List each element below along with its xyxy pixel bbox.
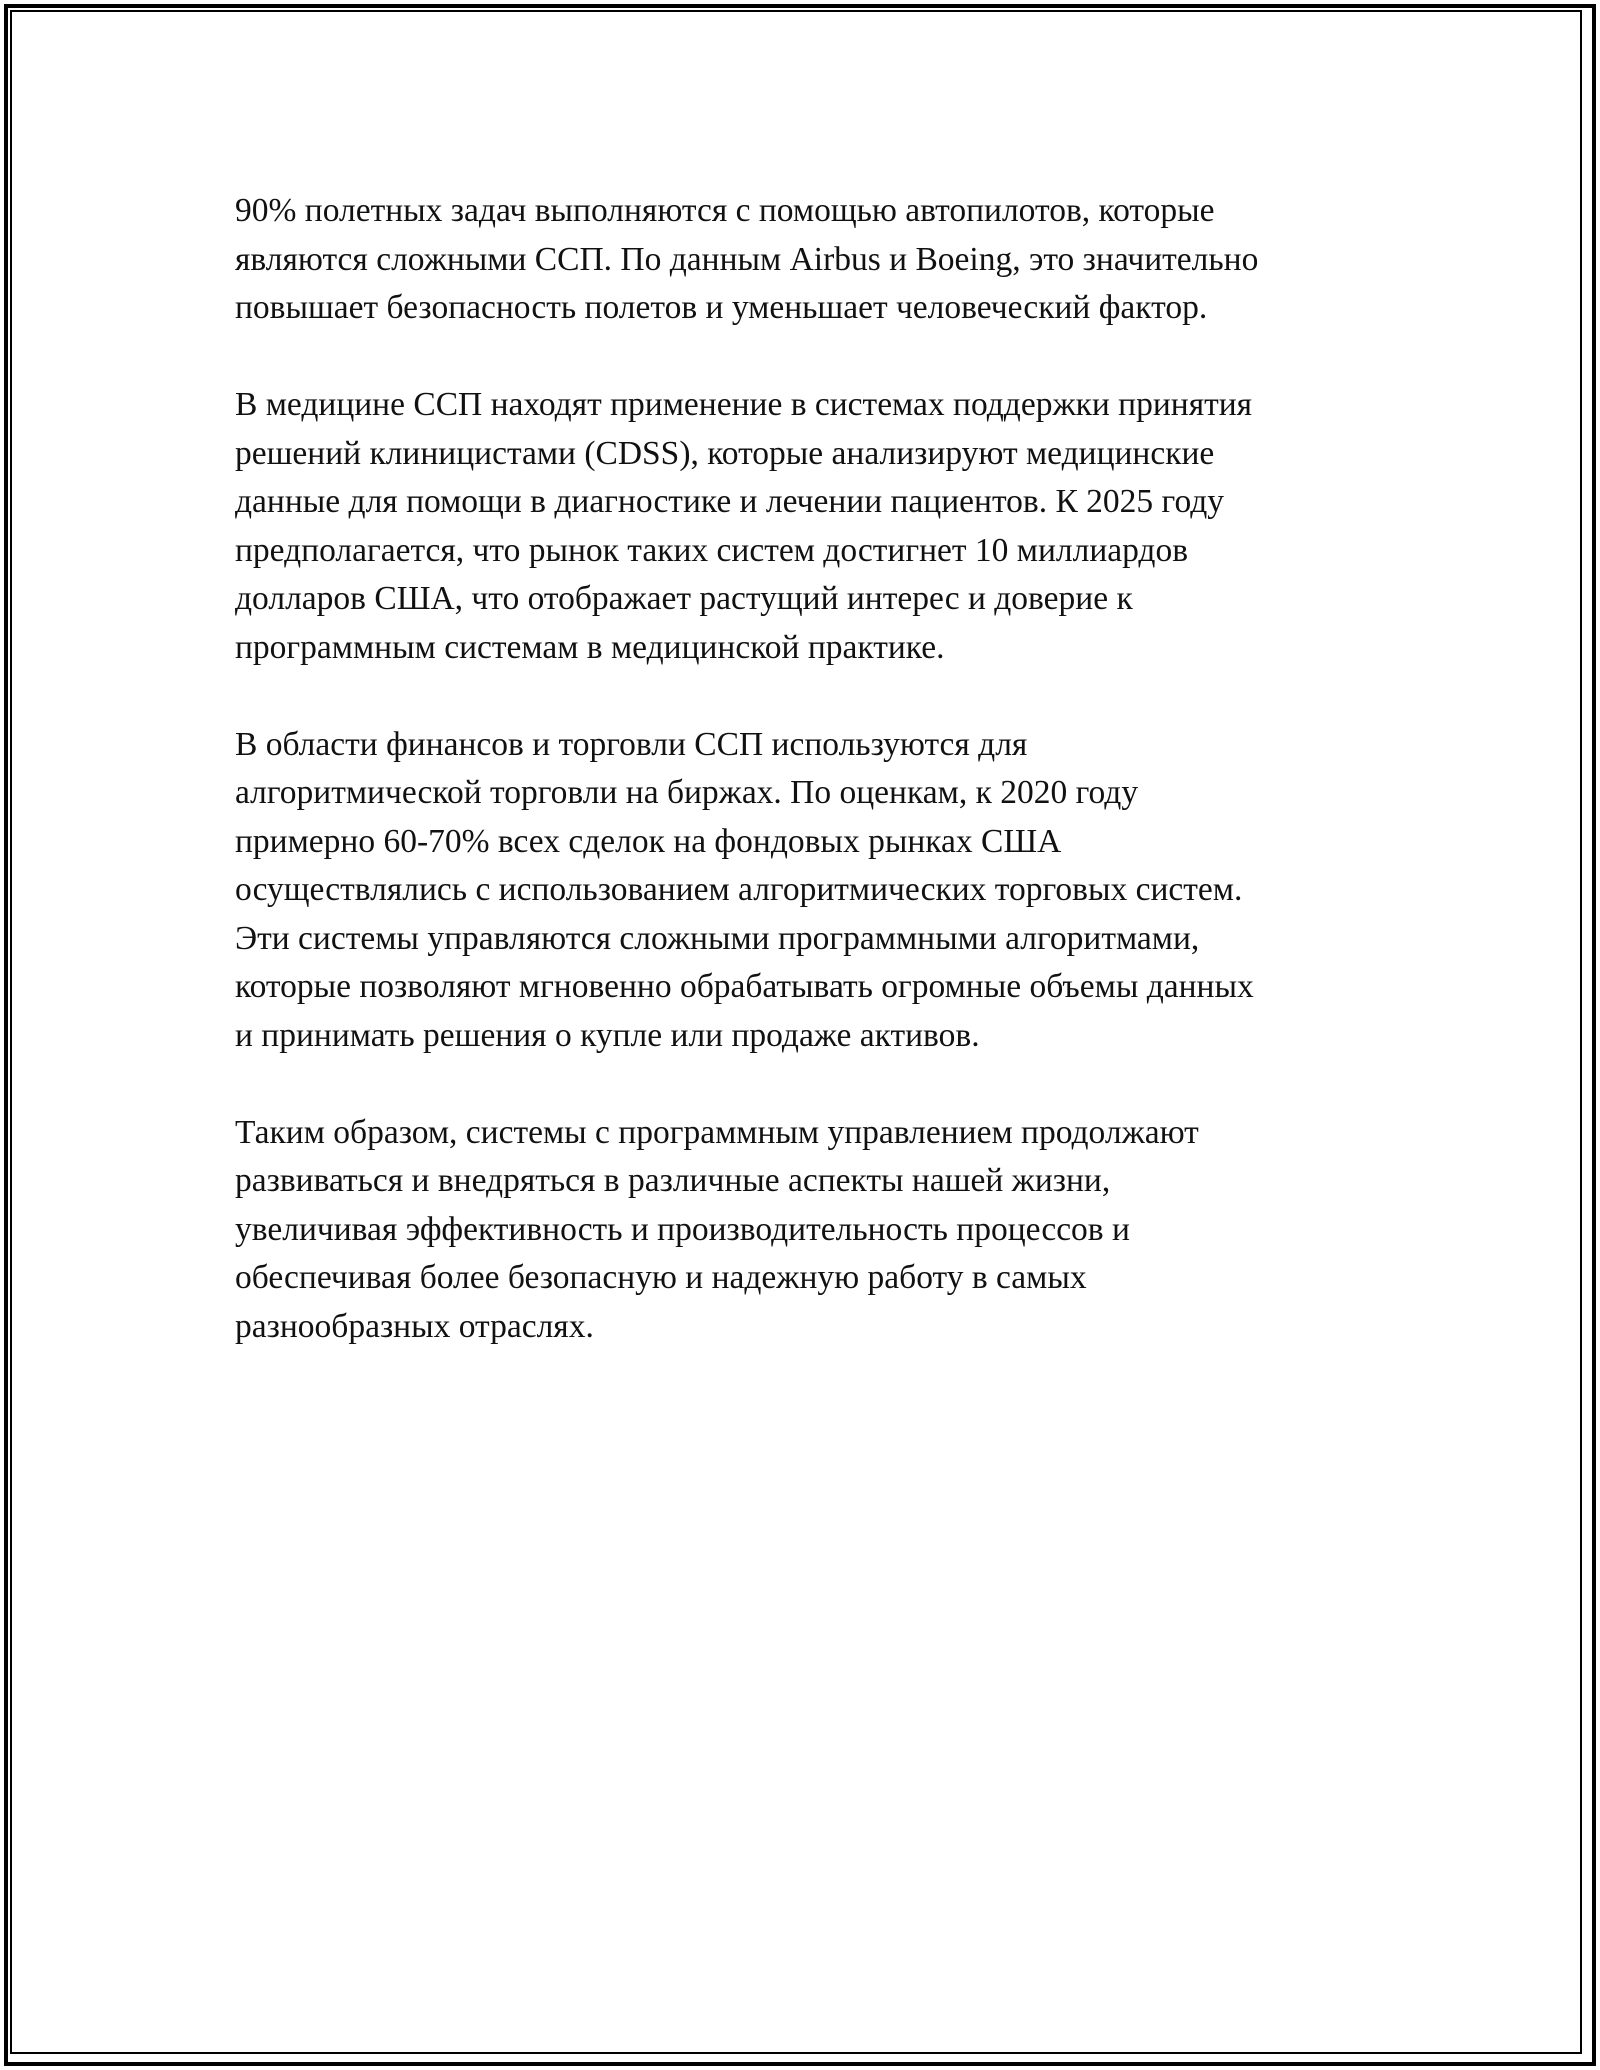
- paragraph-finance: В области финансов и торговли ССП используются для алгоритмической торговли на биржах. По оценкам, к 2020 году примерно 60-70% всех сделок на фондовых рынках США осуществлялись с использованием алгоритмических торговых систем. Эти системы управляются сложными программными алгоритмами, которые позволяют мгновенно обрабатывать огромные объемы данных и принимать решения о купле или продаже активов.: [235, 725, 1254, 1054]
- paragraph-autopilots: 90% полетных задач выполняются с помощью автопилотов, которые являются сложными ССП. По данным Airbus и Boeing, это значительно повышает безопасность полетов и уменьшает человеческий фактор.: [235, 192, 1259, 326]
- document-body: [235, 187, 1385, 1351]
- paragraph-medicine: В медицине ССП находят применение в системах поддержки принятия решений клиницистами (CDSS), которые анализируют медицинские данные для помощи в диагностике и лечении пациентов. К 2025 году предполагается, что рынок таких систем достигнет 10 миллиардов долларов США, что отображает растущий интерес и доверие к программным системам в медицинской практике.: [235, 386, 1253, 666]
- paragraph-conclusion: Таким образом, системы с программным управлением продолжают развиваться и внедряться в различные аспекты нашей жизни, увеличивая эффективность и производительность процессов и обеспечивая более безопасную и надежную работу в самых разнообразных отраслях.: [235, 1113, 1199, 1345]
